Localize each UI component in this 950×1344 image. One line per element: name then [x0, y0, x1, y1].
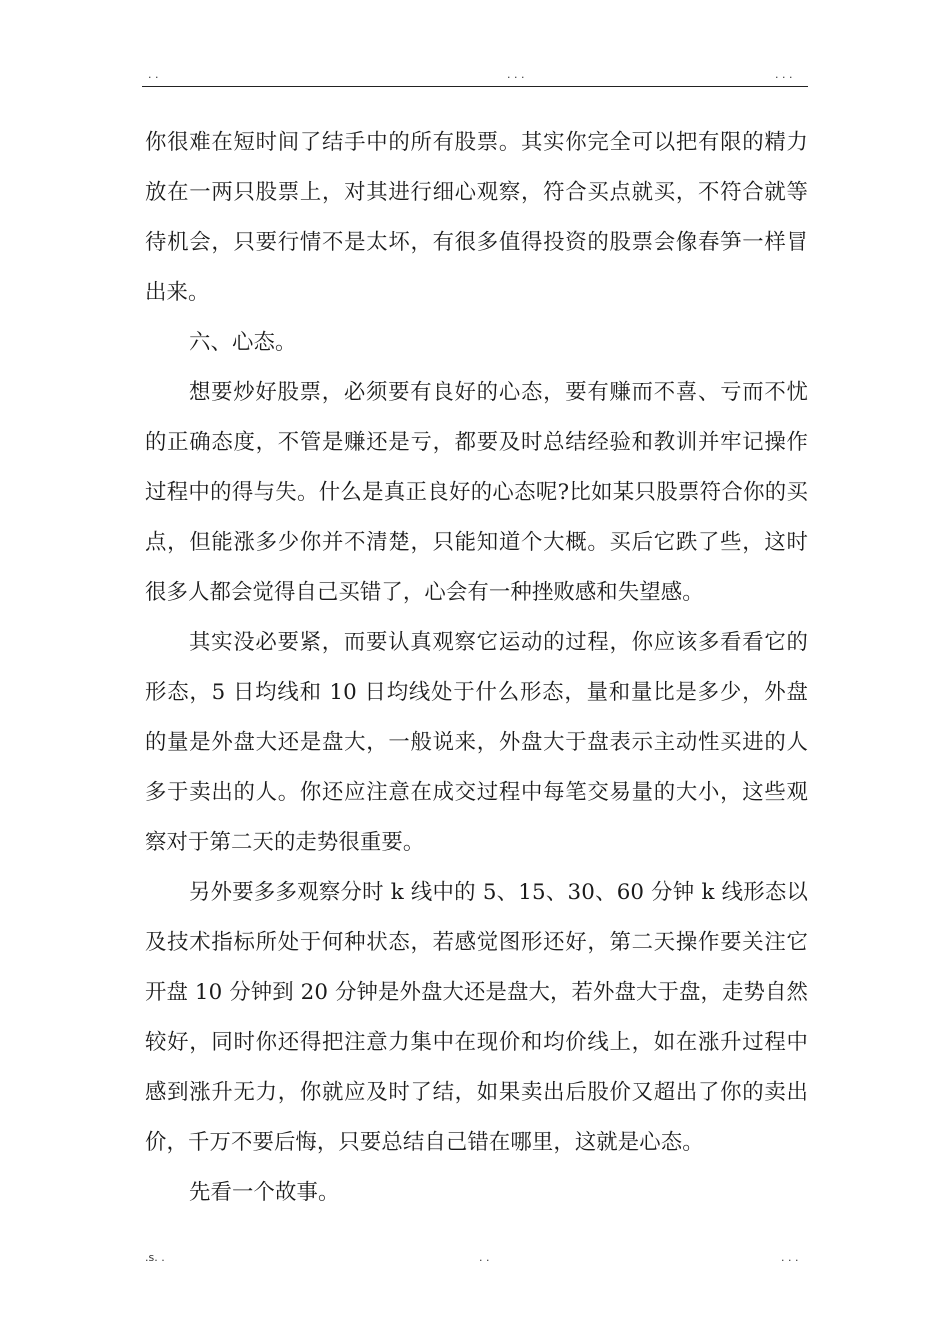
footer-mark-center: . .: [479, 1251, 490, 1264]
page-footer: [145, 1251, 808, 1267]
header-divider: [142, 86, 808, 87]
header-mark-left: . .: [148, 68, 159, 81]
header-mark-center: . . .: [507, 68, 525, 81]
paragraph-continued: 你很难在短时间了结手中的所有股票。其实你完全可以把有限的精力放在一两只股票上，对其进行细心观察，符合买点就买，不符合就等待机会，只要行情不是太坏，有很多值得投资的股票会像春笋一样冒出来。: [145, 130, 808, 305]
paragraph: 先看一个故事。: [189, 1180, 340, 1205]
section-heading: 六、心态。: [189, 330, 297, 355]
paragraph: 其实没必要紧，而要认真观察它运动的过程，你应该多看看它的形态，5 日均线和 10 日均线处于什么形态，量和量比是多少，外盘的量是外盘大还是盘大，一般说来，外盘大于盘表示主动性买进的人多于卖出的人。你还应注意在成交过程中每笔交易量的大小，这些观察对于第二天的走势很重要。: [145, 630, 808, 855]
page-header: [145, 68, 808, 84]
footer-mark-left: .s. .: [145, 1251, 165, 1264]
header-mark-right: . . .: [775, 68, 793, 81]
paragraph: 想要炒好股票，必须要有良好的心态，要有赚而不喜、亏而不忧的正确态度，不管是赚还是亏，都要及时总结经验和教训并牢记操作过程中的得与失。什么是真正良好的心态呢?比如某只股票符合你的买点，但能涨多少你并不清楚，只能知道个大概。买后它跌了些，这时很多人都会觉得自己买错了，心会有一种挫败感和失望感。: [145, 380, 808, 605]
footer-mark-right: . . .: [781, 1251, 799, 1264]
paragraph: 另外要多多观察分时 k 线中的 5、15、30、60 分钟 k 线形态以及技术指标所处于何种状态，若感觉图形还好，第二天操作要关注它开盘 10 分钟到 20 分钟是外盘大还是盘大，若外盘大于盘，走势自然较好，同时你还得把注意力集中在现价和均价线上，如在涨升过程中感到涨升无力，你就应及时了结，如果卖出后股价又超出了你的卖出价，千万不要后悔，只要总结自己错在哪里，这就是心态。: [145, 880, 808, 1155]
document-body: [145, 118, 808, 1218]
